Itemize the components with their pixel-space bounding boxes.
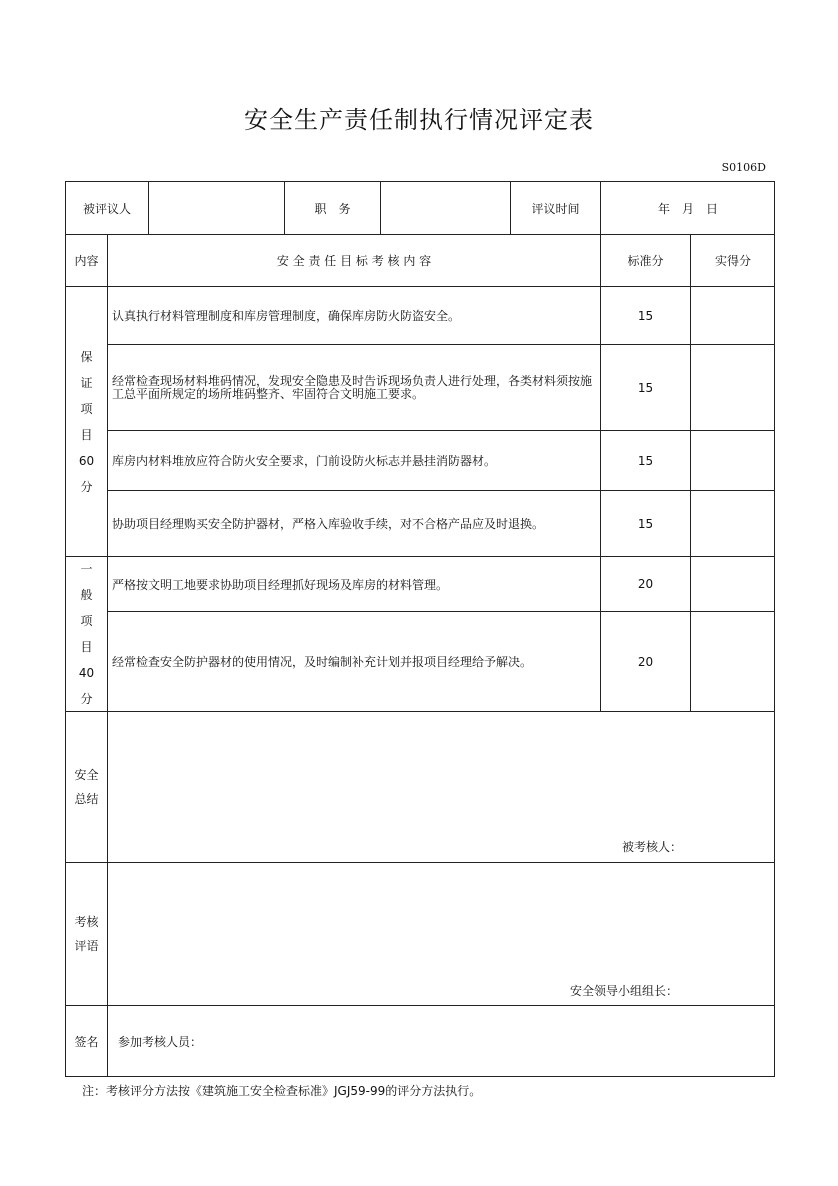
time-label: 评议时间 — [511, 182, 601, 235]
form-code: S0106D — [721, 161, 766, 174]
label-char: 60 — [78, 453, 95, 468]
item-actual-score[interactable] — [691, 557, 775, 612]
time-field[interactable]: 年 月 日 — [601, 182, 775, 235]
item-actual-score[interactable] — [691, 431, 775, 491]
item-text: 经常检查现场材料堆码情况，发现安全隐患及时告诉现场负责人进行处理，各类材料须按施工总平面所规定的场所堆码整齐、牢固符合文明施工要求。 — [108, 345, 601, 431]
item-text: 协助项目经理购买安全防护器材，严格入库验收手续，对不合格产品应及时退换。 — [108, 491, 601, 557]
label-char: 目 — [80, 640, 93, 654]
item-standard-score: 15 — [601, 491, 691, 557]
item-actual-score[interactable] — [691, 345, 775, 431]
summary-field[interactable] — [108, 712, 775, 863]
item-actual-score[interactable] — [691, 612, 775, 712]
label-char: 项 — [80, 401, 93, 416]
item-standard-score: 20 — [601, 557, 691, 612]
evaluatee-label: 被评议人 — [66, 182, 149, 235]
item-standard-score: 15 — [601, 345, 691, 431]
comment-field[interactable] — [108, 863, 775, 1006]
footnote: 注：考核评分方法按《建筑施工安全检查标准》JGJ59-99的评分方法执行。 — [82, 1084, 482, 1098]
items-header: 安 全 责 任 目 标 考 核 内 容 — [108, 235, 601, 287]
label-char: 保 — [80, 349, 93, 364]
participants-field[interactable]: 参加考核人员： — [118, 1034, 203, 1049]
item-actual-score[interactable] — [691, 491, 775, 557]
evaluatee-field[interactable] — [149, 182, 285, 235]
guarantee-items-label — [66, 287, 108, 557]
label-char: 目 — [80, 427, 93, 442]
page-title: 安全生产责任制执行情况评定表 — [244, 106, 594, 134]
actual-score-header: 实得分 — [691, 235, 775, 287]
general-items-label — [66, 557, 108, 712]
item-text: 库房内材料堆放应符合防火安全要求，门前设防火标志并悬挂消防器材。 — [108, 431, 601, 491]
position-field[interactable] — [381, 182, 511, 235]
label-char: 项 — [80, 614, 93, 628]
comment-label: 考核 评语 — [66, 863, 108, 1006]
content-header: 内容 — [66, 235, 108, 287]
label-char: 分 — [80, 479, 93, 494]
standard-score-header: 标准分 — [601, 235, 691, 287]
position-label: 职 务 — [285, 182, 381, 235]
signature-label: 签名 — [66, 1006, 108, 1076]
label-char: 一 — [80, 562, 93, 576]
label-char: 证 — [80, 375, 93, 390]
item-standard-score: 15 — [601, 431, 691, 491]
label-char: 40 — [78, 666, 95, 680]
item-standard-score: 20 — [601, 612, 691, 712]
evaluatee-signature-label: 被考核人： — [622, 840, 683, 854]
item-text: 经常检查安全防护器材的使用情况，及时编制补充计划并报项目经理给予解决。 — [108, 612, 601, 712]
summary-label: 安全 总结 — [66, 712, 108, 863]
leader-signature-label: 安全领导小组组长： — [570, 984, 679, 998]
label-char: 分 — [80, 692, 93, 706]
evaluation-table — [65, 181, 775, 1077]
item-standard-score: 15 — [601, 287, 691, 345]
label-char: 般 — [80, 588, 93, 602]
item-text: 认真执行材料管理制度和库房管理制度，确保库房防火防盗安全。 — [108, 287, 601, 345]
item-actual-score[interactable] — [691, 287, 775, 345]
item-text: 严格按文明工地要求协助项目经理抓好现场及库房的材料管理。 — [108, 557, 601, 612]
